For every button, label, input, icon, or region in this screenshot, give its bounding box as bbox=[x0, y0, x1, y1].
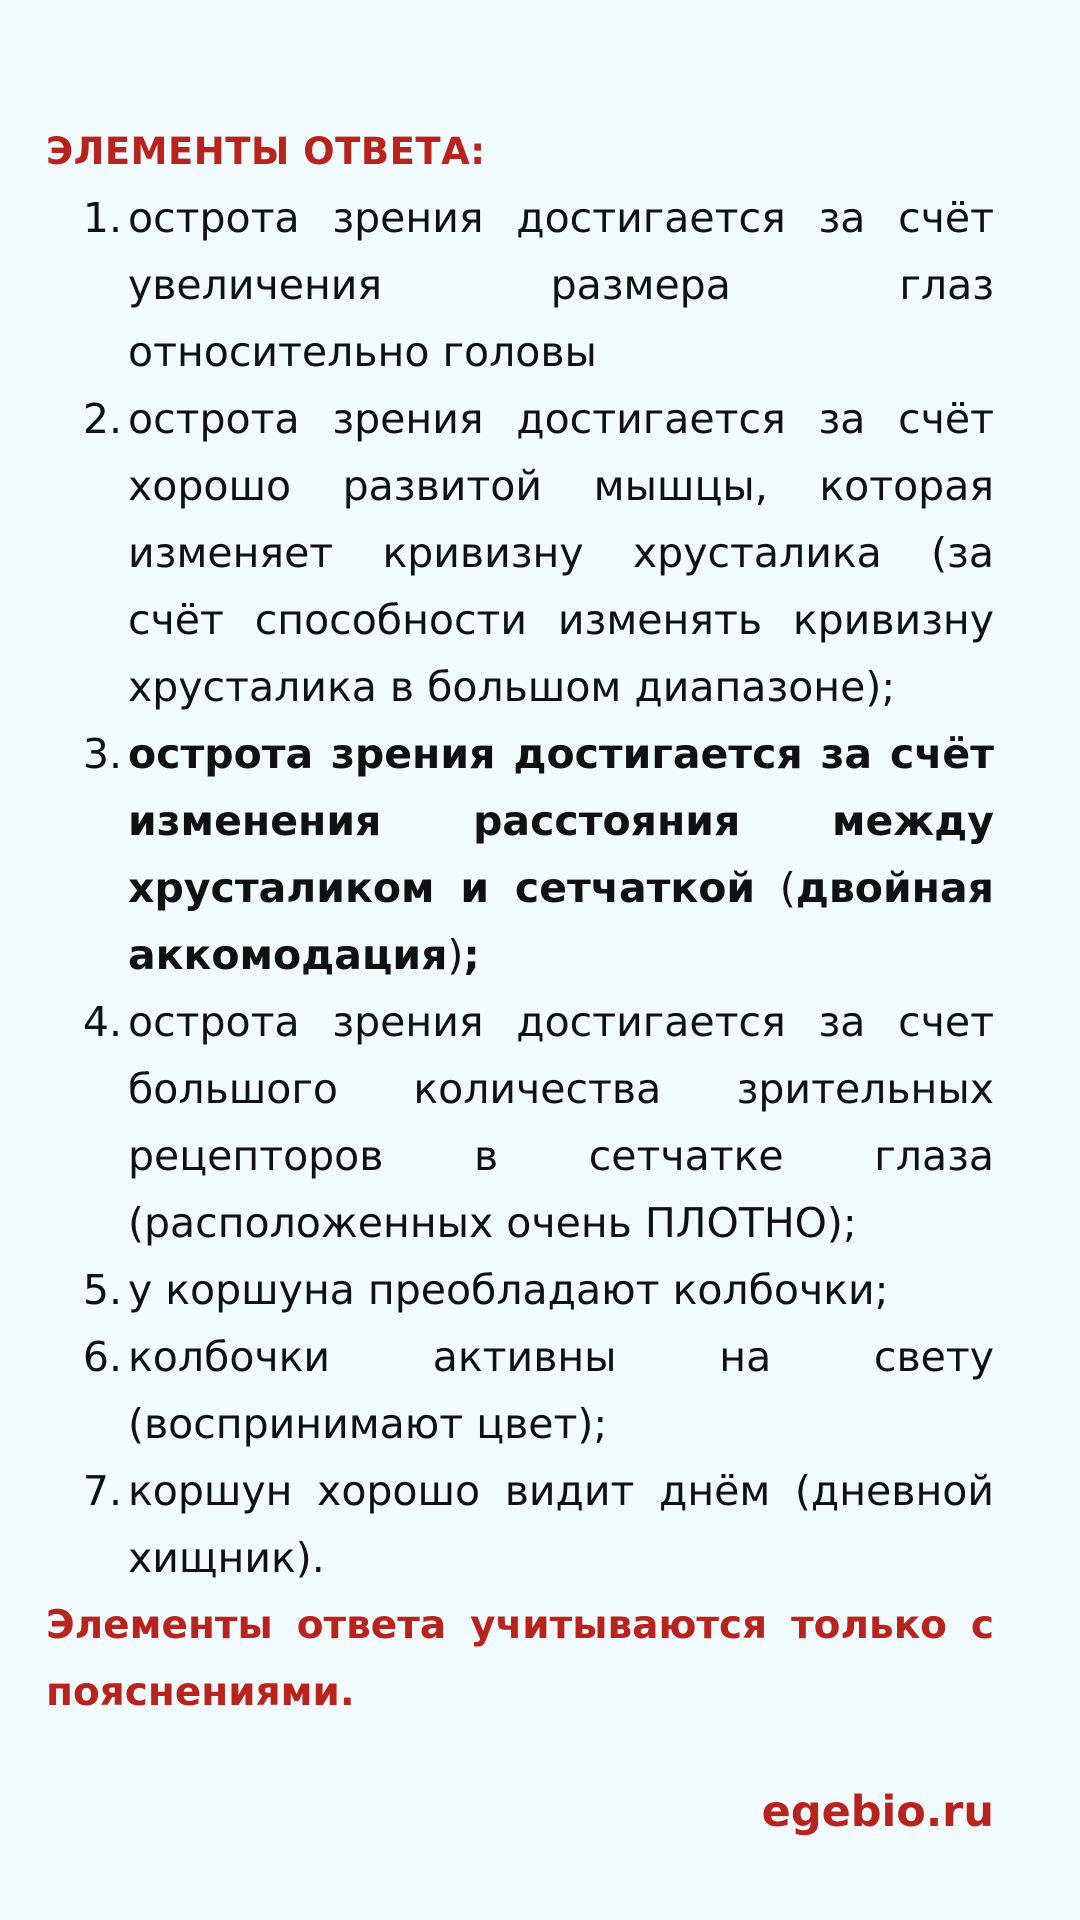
item-bold-punct: ; bbox=[463, 931, 480, 979]
answer-item-4 bbox=[46, 989, 994, 1257]
answer-item-6 bbox=[46, 1324, 994, 1458]
item-number: 2. bbox=[82, 395, 122, 443]
site-link[interactable]: egebio.ru bbox=[761, 1787, 994, 1837]
item-text: острота зрения достигается за счёт хорошо развитой мышцы, которая изменяет кривизну хрусталика (за счёт способности изменять кривизну хрусталика в большом диапазоне); bbox=[128, 395, 994, 711]
item-number: 3. bbox=[82, 730, 122, 778]
item-bold-text: острота зрения достигается за счёт изменения расстояния между хрусталиком и сетчаткой bbox=[128, 730, 994, 912]
item-bold-term: двойная аккомодация bbox=[128, 864, 994, 979]
item-number: 5. bbox=[82, 1266, 122, 1314]
item-text: острота зрения достигается за счет большого количества зрительных рецепторов в сетчатке глаза (расположенных очень ПЛОТНО); bbox=[128, 998, 994, 1247]
answer-item-3 bbox=[46, 721, 994, 989]
item-text: колбочки активны на свету (воспринимают цвет); bbox=[128, 1333, 994, 1448]
item-number: 7. bbox=[82, 1467, 122, 1515]
answer-elements-heading: ЭЛЕМЕНТЫ ОТВЕТА: bbox=[46, 130, 486, 173]
item-number: 4. bbox=[82, 998, 122, 1046]
item-paren-open: ( bbox=[755, 864, 796, 912]
answer-item-2 bbox=[46, 386, 994, 721]
item-text: коршун хорошо видит днём (дневной хищник). bbox=[128, 1467, 994, 1582]
answer-elements-list bbox=[46, 185, 994, 1592]
item-paren-close: ) bbox=[447, 931, 464, 979]
answer-item-1 bbox=[46, 185, 994, 386]
item-text: острота зрения достигается за счёт увеличения размера глаз относительно головы bbox=[128, 194, 994, 376]
answer-item-5 bbox=[46, 1257, 994, 1324]
item-number: 1. bbox=[82, 194, 122, 242]
item-text bbox=[128, 721, 994, 989]
item-text: у коршуна преобладают колбочки; bbox=[128, 1266, 889, 1314]
item-number: 6. bbox=[82, 1333, 122, 1381]
answer-page bbox=[46, 118, 994, 1726]
explanation-note: Элементы ответа учитываются только с пояснениями. bbox=[46, 1603, 994, 1715]
answer-item-7 bbox=[46, 1458, 994, 1592]
